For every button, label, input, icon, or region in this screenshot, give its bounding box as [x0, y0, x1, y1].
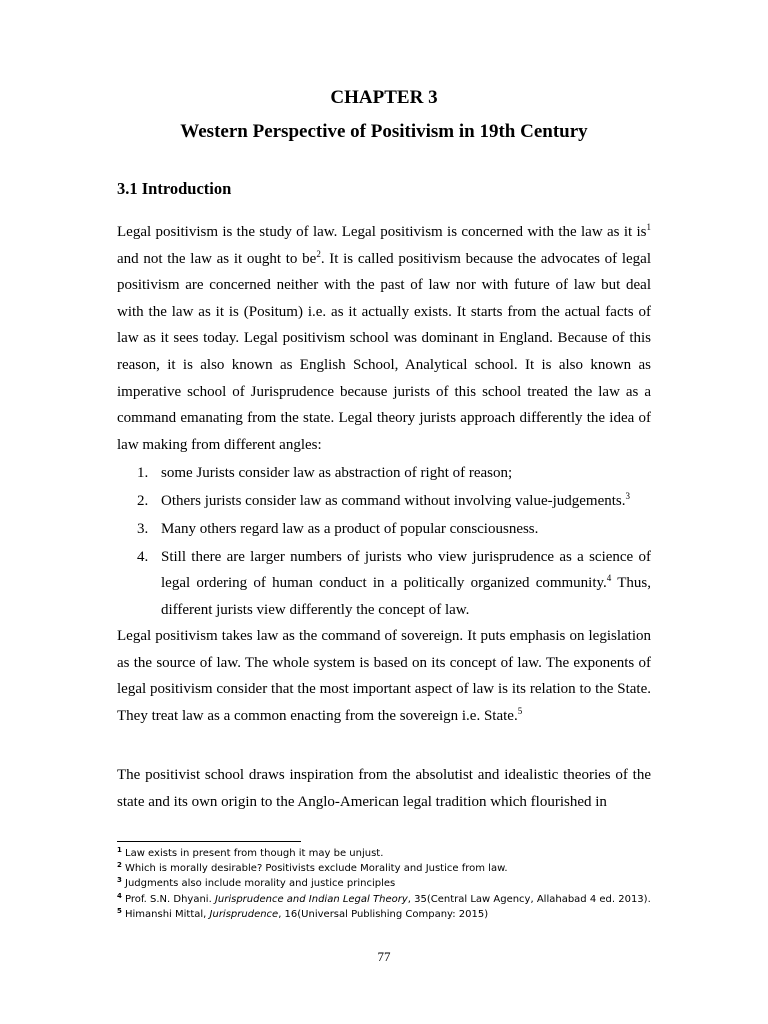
- list-item-text: Others jurists consider law as command without involving value-judgements.: [161, 492, 626, 509]
- chapter-number: CHAPTER 3: [330, 87, 438, 108]
- footnote-ref-3[interactable]: 3: [625, 490, 631, 501]
- footnote-mark: 3: [117, 876, 122, 885]
- footnote-text: Prof. S.N. Dhyani.: [125, 893, 215, 905]
- footnote-mark: 5: [117, 906, 122, 915]
- list-number: 2.: [137, 492, 149, 509]
- footnote-3: [117, 876, 651, 891]
- list-item: [117, 544, 651, 624]
- list-item-text: Thus, different jurists view differently the concept of law.: [161, 575, 651, 618]
- footnote-text: , 35(Central Law Agency, Allahabad 4 ed. 2013).: [407, 893, 651, 905]
- list-item-text-wrap: [161, 544, 651, 624]
- list-item-text-wrap: [161, 488, 651, 515]
- footnote-ref-5[interactable]: 5: [517, 705, 523, 716]
- list-number: 3.: [137, 520, 149, 537]
- list-item-text-wrap: [161, 516, 651, 543]
- footnote-text: , 16(Universal Publishing Company: 2015): [278, 908, 489, 920]
- paragraph-text: and not the law as it ought to be: [117, 250, 317, 267]
- list-item-text: Still there are larger numbers of jurists who view jurisprudence as a science of legal ordering of human conduct in a politically organized community.: [161, 548, 651, 592]
- footnote-text: Judgments also include morality and justice principles: [125, 878, 396, 890]
- footnote-mark: 4: [117, 891, 122, 900]
- numbered-list: [117, 460, 651, 625]
- footnote-text-wrap: [125, 876, 651, 891]
- footnote-text-wrap: [125, 892, 651, 907]
- footnote-text: Which is morally desirable? Positivists exclude Morality and Justice from law.: [125, 863, 508, 875]
- footnote-1: [117, 846, 651, 861]
- list-item-text: Many others regard law as a product of popular consciousness.: [161, 520, 539, 537]
- paragraph-positivist-school: The positivist school draws inspiration from the absolutist and idealistic theories of the state and its own origin to the Anglo-American legal tradition which flourished in: [117, 767, 651, 810]
- paragraph-sovereign: [117, 623, 651, 729]
- footnote-ref-1[interactable]: 1: [646, 222, 651, 232]
- footnote-divider: [117, 841, 301, 842]
- chapter-title: Western Perspective of Positivism in 19th Century: [180, 121, 588, 142]
- list-item: [117, 516, 651, 543]
- section-heading: 3.1 Introduction: [117, 179, 232, 198]
- footnote-book-title: Jurisprudence: [209, 908, 279, 920]
- footnote-mark: 1: [117, 846, 122, 854]
- footnote-text: Law exists in present from though it may be unjust.: [125, 848, 384, 859]
- footnote-ref-2[interactable]: 2: [316, 248, 321, 259]
- page-number: 77: [377, 949, 391, 964]
- list-item-text-wrap: [161, 460, 651, 487]
- footnote-book-title: Jurisprudence and Indian Legal Theory: [214, 893, 408, 905]
- list-number: 1.: [137, 465, 149, 481]
- footnote-4: [117, 892, 651, 907]
- footnote-5: [117, 907, 651, 922]
- list-item-text: some Jurists consider law as abstraction of right of reason;: [161, 465, 513, 481]
- paragraph-introduction: [117, 219, 651, 458]
- footnotes: [117, 846, 651, 922]
- footnote-ref-4[interactable]: 4: [606, 573, 612, 584]
- list-item: [117, 460, 651, 487]
- list-item: [117, 488, 651, 515]
- paragraph-text: . It is called positivism because the advocates of legal positivism are concerned neither with the past of law nor with future of law but deal with the law as it is (Positum) i.e. as it actually exists. It starts from the actual facts of law as it sees today. Legal positivism school was dominant in England. Because of this reason, it is also known as English School, Analytical school. It is also known as imperative school of Jurisprudence because jurists of this school treated the law as a command emanating from the state. Legal theory jurists approach differently the idea of law making from different angles:: [117, 250, 652, 453]
- footnote-text-wrap: [125, 907, 651, 922]
- paragraph-text: Legal positivism takes law as the command of sovereign. It puts emphasis on legislation as the source of law. The whole system is based on its concept of law. The exponents of legal positivism consider that the most important aspect of law is its relation to the State. They treat law as a common enacting from the sovereign i.e. State.: [117, 628, 651, 724]
- footnote-mark: 2: [117, 861, 122, 870]
- footnote-text-wrap: [125, 861, 651, 876]
- footnote-2: [117, 861, 651, 876]
- list-number: 4.: [137, 548, 149, 565]
- paragraph-text: Legal positivism is the study of law. Legal positivism is concerned with the law as it is: [117, 224, 647, 240]
- footnote-text-wrap: [125, 846, 651, 861]
- footnote-text: Himanshi Mittal,: [125, 908, 210, 920]
